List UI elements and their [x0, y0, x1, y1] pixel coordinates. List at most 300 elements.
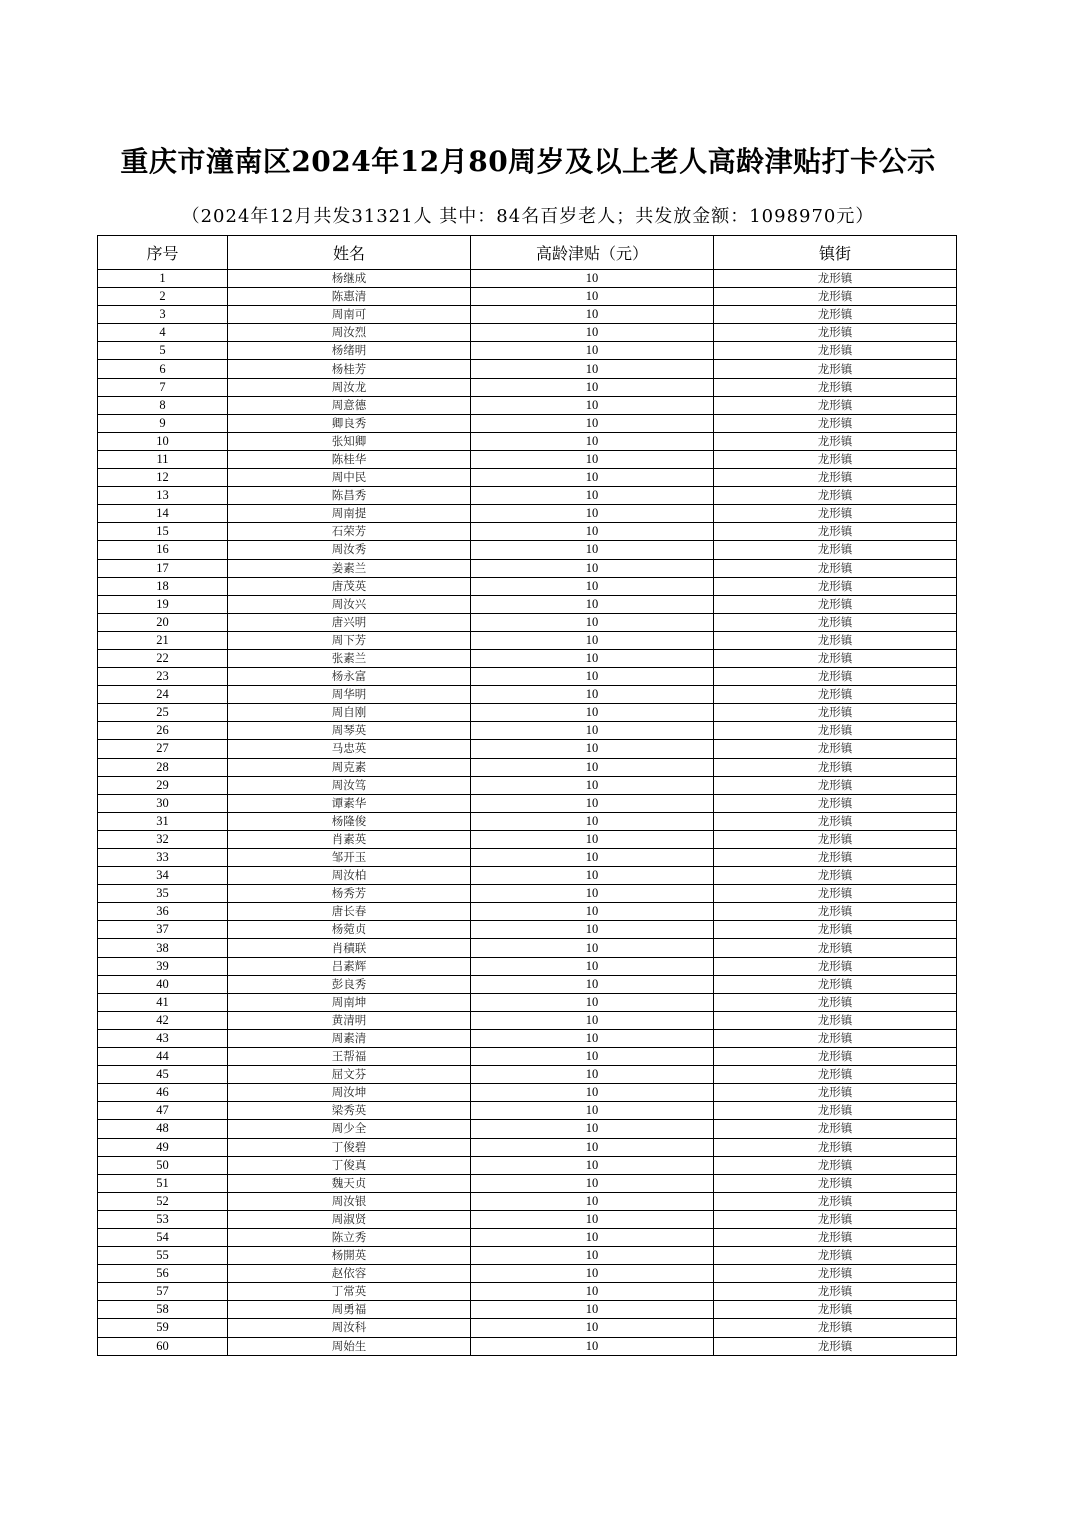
cell-index: 42 — [98, 1011, 228, 1029]
cell-subsidy-amount: 10 — [471, 631, 714, 649]
cell-name: 魏天贞 — [228, 1174, 471, 1192]
cell-name: 周汝兴 — [228, 595, 471, 613]
cell-name: 周汝龙 — [228, 378, 471, 396]
cell-index: 2 — [98, 288, 228, 306]
cell-index: 41 — [98, 993, 228, 1011]
cell-index: 32 — [98, 830, 228, 848]
cell-name: 周中民 — [228, 469, 471, 487]
cell-index: 33 — [98, 849, 228, 867]
cell-name: 吕素辉 — [228, 957, 471, 975]
cell-subsidy-amount: 10 — [471, 1210, 714, 1228]
table-row — [98, 541, 957, 559]
table-row — [98, 1011, 957, 1029]
cell-name: 周意德 — [228, 396, 471, 414]
cell-index: 46 — [98, 1084, 228, 1102]
cell-town: 龙形镇 — [714, 957, 957, 975]
cell-name: 周汝烈 — [228, 324, 471, 342]
table-body — [98, 270, 957, 1356]
cell-town: 龙形镇 — [714, 595, 957, 613]
cell-subsidy-amount: 10 — [471, 921, 714, 939]
cell-index: 13 — [98, 487, 228, 505]
cell-subsidy-amount: 10 — [471, 577, 714, 595]
table-row — [98, 450, 957, 468]
table-row — [98, 523, 957, 541]
cell-subsidy-amount: 10 — [471, 668, 714, 686]
page-title: 重庆市潼南区2024年12月80周岁及以上老人高龄津贴打卡公示 — [120, 145, 936, 178]
cell-index: 21 — [98, 631, 228, 649]
cell-name: 唐兴明 — [228, 613, 471, 631]
cell-subsidy-amount: 10 — [471, 1337, 714, 1355]
cell-subsidy-amount: 10 — [471, 1156, 714, 1174]
cell-index: 57 — [98, 1283, 228, 1301]
cell-subsidy-amount: 10 — [471, 1265, 714, 1283]
cell-index: 58 — [98, 1301, 228, 1319]
table-row — [98, 1192, 957, 1210]
cell-town: 龙形镇 — [714, 324, 957, 342]
column-header-name: 姓名 — [228, 236, 471, 270]
cell-index: 48 — [98, 1120, 228, 1138]
table-row — [98, 1156, 957, 1174]
table-row — [98, 324, 957, 342]
table-row — [98, 1337, 957, 1355]
table-row — [98, 975, 957, 993]
cell-name: 杨開英 — [228, 1247, 471, 1265]
table-row — [98, 957, 957, 975]
cell-subsidy-amount: 10 — [471, 1138, 714, 1156]
cell-name: 周汝笃 — [228, 776, 471, 794]
cell-index: 43 — [98, 1029, 228, 1047]
cell-subsidy-amount: 10 — [471, 649, 714, 667]
cell-town: 龙形镇 — [714, 469, 957, 487]
cell-name: 周汝银 — [228, 1192, 471, 1210]
table-row — [98, 1084, 957, 1102]
table-row — [98, 1283, 957, 1301]
table-row — [98, 432, 957, 450]
cell-index: 28 — [98, 758, 228, 776]
table-row — [98, 270, 957, 288]
cell-town: 龙形镇 — [714, 1337, 957, 1355]
cell-town: 龙形镇 — [714, 1011, 957, 1029]
cell-name: 周自刚 — [228, 704, 471, 722]
table-row — [98, 1120, 957, 1138]
cell-name: 屈文芬 — [228, 1066, 471, 1084]
cell-subsidy-amount: 10 — [471, 722, 714, 740]
cell-name: 杨永富 — [228, 668, 471, 686]
cell-subsidy-amount: 10 — [471, 686, 714, 704]
cell-subsidy-amount: 10 — [471, 1283, 714, 1301]
table-row — [98, 794, 957, 812]
table-row — [98, 921, 957, 939]
cell-index: 31 — [98, 812, 228, 830]
cell-index: 36 — [98, 903, 228, 921]
cell-town: 龙形镇 — [714, 1319, 957, 1337]
cell-index: 9 — [98, 414, 228, 432]
cell-index: 10 — [98, 432, 228, 450]
cell-index: 24 — [98, 686, 228, 704]
column-header-town: 镇街 — [714, 236, 957, 270]
cell-town: 龙形镇 — [714, 396, 957, 414]
cell-name: 梁秀英 — [228, 1102, 471, 1120]
cell-town: 龙形镇 — [714, 939, 957, 957]
cell-subsidy-amount: 10 — [471, 1301, 714, 1319]
cell-town: 龙形镇 — [714, 867, 957, 885]
cell-subsidy-amount: 10 — [471, 794, 714, 812]
cell-subsidy-amount: 10 — [471, 1120, 714, 1138]
cell-town: 龙形镇 — [714, 613, 957, 631]
cell-index: 56 — [98, 1265, 228, 1283]
cell-subsidy-amount: 10 — [471, 939, 714, 957]
cell-town: 龙形镇 — [714, 903, 957, 921]
cell-subsidy-amount: 10 — [471, 1319, 714, 1337]
cell-town: 龙形镇 — [714, 1156, 957, 1174]
cell-subsidy-amount: 10 — [471, 595, 714, 613]
cell-town: 龙形镇 — [714, 432, 957, 450]
cell-subsidy-amount: 10 — [471, 1048, 714, 1066]
cell-index: 18 — [98, 577, 228, 595]
cell-name: 陈惠清 — [228, 288, 471, 306]
cell-index: 35 — [98, 885, 228, 903]
table-row — [98, 1265, 957, 1283]
cell-name: 杨菀贞 — [228, 921, 471, 939]
table-row — [98, 487, 957, 505]
cell-index: 50 — [98, 1156, 228, 1174]
cell-subsidy-amount: 10 — [471, 903, 714, 921]
cell-subsidy-amount: 10 — [471, 378, 714, 396]
cell-town: 龙形镇 — [714, 830, 957, 848]
cell-subsidy-amount: 10 — [471, 396, 714, 414]
cell-name: 周南提 — [228, 505, 471, 523]
cell-index: 37 — [98, 921, 228, 939]
cell-index: 51 — [98, 1174, 228, 1192]
table-row — [98, 1102, 957, 1120]
cell-name: 周克素 — [228, 758, 471, 776]
cell-name: 陈昌秀 — [228, 487, 471, 505]
cell-town: 龙形镇 — [714, 270, 957, 288]
cell-subsidy-amount: 10 — [471, 1174, 714, 1192]
table-row — [98, 1210, 957, 1228]
cell-subsidy-amount: 10 — [471, 740, 714, 758]
table-row — [98, 903, 957, 921]
cell-subsidy-amount: 10 — [471, 1029, 714, 1047]
cell-subsidy-amount: 10 — [471, 450, 714, 468]
cell-subsidy-amount: 10 — [471, 523, 714, 541]
cell-town: 龙形镇 — [714, 668, 957, 686]
cell-index: 27 — [98, 740, 228, 758]
cell-subsidy-amount: 10 — [471, 1066, 714, 1084]
cell-subsidy-amount: 10 — [471, 993, 714, 1011]
cell-index: 55 — [98, 1247, 228, 1265]
cell-name: 丁俊碧 — [228, 1138, 471, 1156]
cell-name: 马忠英 — [228, 740, 471, 758]
cell-name: 彭良秀 — [228, 975, 471, 993]
cell-subsidy-amount: 10 — [471, 270, 714, 288]
cell-town: 龙形镇 — [714, 1247, 957, 1265]
cell-name: 卿良秀 — [228, 414, 471, 432]
cell-town: 龙形镇 — [714, 686, 957, 704]
cell-town: 龙形镇 — [714, 849, 957, 867]
table-row — [98, 1247, 957, 1265]
cell-subsidy-amount: 10 — [471, 812, 714, 830]
cell-name: 周始生 — [228, 1337, 471, 1355]
cell-subsidy-amount: 10 — [471, 975, 714, 993]
cell-name: 周汝秀 — [228, 541, 471, 559]
cell-name: 杨隆俊 — [228, 812, 471, 830]
cell-name: 周勇福 — [228, 1301, 471, 1319]
table-row — [98, 414, 957, 432]
cell-town: 龙形镇 — [714, 993, 957, 1011]
cell-index: 19 — [98, 595, 228, 613]
cell-town: 龙形镇 — [714, 812, 957, 830]
table-row — [98, 1174, 957, 1192]
table-row — [98, 885, 957, 903]
cell-index: 6 — [98, 360, 228, 378]
cell-name: 邹开玉 — [228, 849, 471, 867]
cell-town: 龙形镇 — [714, 1102, 957, 1120]
cell-subsidy-amount: 10 — [471, 849, 714, 867]
cell-index: 23 — [98, 668, 228, 686]
cell-index: 25 — [98, 704, 228, 722]
table-row — [98, 740, 957, 758]
cell-subsidy-amount: 10 — [471, 541, 714, 559]
cell-name: 张知卿 — [228, 432, 471, 450]
cell-name: 周少全 — [228, 1120, 471, 1138]
cell-town: 龙形镇 — [714, 1301, 957, 1319]
cell-index: 7 — [98, 378, 228, 396]
cell-town: 龙形镇 — [714, 1048, 957, 1066]
cell-subsidy-amount: 10 — [471, 867, 714, 885]
table-row — [98, 288, 957, 306]
cell-town: 龙形镇 — [714, 631, 957, 649]
cell-town: 龙形镇 — [714, 758, 957, 776]
cell-subsidy-amount: 10 — [471, 1247, 714, 1265]
cell-name: 周汝坤 — [228, 1084, 471, 1102]
cell-subsidy-amount: 10 — [471, 414, 714, 432]
cell-name: 王帮福 — [228, 1048, 471, 1066]
cell-name: 周华明 — [228, 686, 471, 704]
cell-town: 龙形镇 — [714, 704, 957, 722]
cell-name: 杨桂芳 — [228, 360, 471, 378]
cell-index: 12 — [98, 469, 228, 487]
cell-name: 黄清明 — [228, 1011, 471, 1029]
cell-town: 龙形镇 — [714, 1138, 957, 1156]
table-row — [98, 704, 957, 722]
subsidy-table — [97, 235, 957, 1356]
cell-name: 石荣芳 — [228, 523, 471, 541]
table-row — [98, 830, 957, 848]
table-row — [98, 867, 957, 885]
cell-name: 肖素英 — [228, 830, 471, 848]
cell-subsidy-amount: 10 — [471, 559, 714, 577]
cell-name: 周素清 — [228, 1029, 471, 1047]
cell-subsidy-amount: 10 — [471, 306, 714, 324]
cell-name: 杨秀芳 — [228, 885, 471, 903]
cell-name: 周南坤 — [228, 993, 471, 1011]
cell-index: 4 — [98, 324, 228, 342]
table-row — [98, 776, 957, 794]
cell-name: 杨继成 — [228, 270, 471, 288]
cell-town: 龙形镇 — [714, 740, 957, 758]
cell-index: 59 — [98, 1319, 228, 1337]
cell-subsidy-amount: 10 — [471, 1102, 714, 1120]
cell-index: 1 — [98, 270, 228, 288]
cell-town: 龙形镇 — [714, 921, 957, 939]
cell-index: 22 — [98, 649, 228, 667]
cell-name: 周琴英 — [228, 722, 471, 740]
cell-subsidy-amount: 10 — [471, 432, 714, 450]
cell-index: 52 — [98, 1192, 228, 1210]
cell-town: 龙形镇 — [714, 1283, 957, 1301]
cell-town: 龙形镇 — [714, 1265, 957, 1283]
cell-name: 陈桂华 — [228, 450, 471, 468]
cell-town: 龙形镇 — [714, 649, 957, 667]
cell-town: 龙形镇 — [714, 975, 957, 993]
table-row — [98, 360, 957, 378]
cell-subsidy-amount: 10 — [471, 342, 714, 360]
cell-index: 29 — [98, 776, 228, 794]
cell-index: 30 — [98, 794, 228, 812]
cell-index: 3 — [98, 306, 228, 324]
cell-index: 53 — [98, 1210, 228, 1228]
table-row — [98, 1319, 957, 1337]
cell-index: 16 — [98, 541, 228, 559]
cell-subsidy-amount: 10 — [471, 885, 714, 903]
cell-name: 谭素华 — [228, 794, 471, 812]
cell-town: 龙形镇 — [714, 523, 957, 541]
table-row — [98, 342, 957, 360]
cell-name: 肖積联 — [228, 939, 471, 957]
cell-index: 38 — [98, 939, 228, 957]
cell-town: 龙形镇 — [714, 505, 957, 523]
cell-name: 周汝科 — [228, 1319, 471, 1337]
cell-index: 40 — [98, 975, 228, 993]
cell-town: 龙形镇 — [714, 306, 957, 324]
column-header-subsidy: 高龄津贴（元） — [471, 236, 714, 270]
table-row — [98, 378, 957, 396]
table-row — [98, 1228, 957, 1246]
cell-town: 龙形镇 — [714, 577, 957, 595]
cell-name: 姜素兰 — [228, 559, 471, 577]
table-row — [98, 577, 957, 595]
cell-town: 龙形镇 — [714, 450, 957, 468]
cell-town: 龙形镇 — [714, 1228, 957, 1246]
cell-town: 龙形镇 — [714, 885, 957, 903]
cell-town: 龙形镇 — [714, 414, 957, 432]
cell-town: 龙形镇 — [714, 1174, 957, 1192]
table-row — [98, 559, 957, 577]
table-row — [98, 1301, 957, 1319]
cell-town: 龙形镇 — [714, 1066, 957, 1084]
cell-index: 60 — [98, 1337, 228, 1355]
table-row — [98, 812, 957, 830]
cell-index: 44 — [98, 1048, 228, 1066]
table-row — [98, 668, 957, 686]
table-row — [98, 1066, 957, 1084]
cell-index: 5 — [98, 342, 228, 360]
table-row — [98, 849, 957, 867]
cell-subsidy-amount: 10 — [471, 360, 714, 378]
cell-name: 赵依容 — [228, 1265, 471, 1283]
cell-name: 周南可 — [228, 306, 471, 324]
table-header — [98, 236, 957, 270]
cell-name: 丁常英 — [228, 1283, 471, 1301]
cell-index: 15 — [98, 523, 228, 541]
cell-subsidy-amount: 10 — [471, 1228, 714, 1246]
cell-town: 龙形镇 — [714, 378, 957, 396]
cell-subsidy-amount: 10 — [471, 1192, 714, 1210]
cell-town: 龙形镇 — [714, 541, 957, 559]
cell-name: 周汝柏 — [228, 867, 471, 885]
cell-town: 龙形镇 — [714, 487, 957, 505]
cell-index: 17 — [98, 559, 228, 577]
cell-name: 张素兰 — [228, 649, 471, 667]
table-row — [98, 306, 957, 324]
cell-index: 45 — [98, 1066, 228, 1084]
cell-name: 丁俊真 — [228, 1156, 471, 1174]
cell-town: 龙形镇 — [714, 1192, 957, 1210]
table-row — [98, 1029, 957, 1047]
cell-name: 杨绪明 — [228, 342, 471, 360]
table-row — [98, 686, 957, 704]
cell-subsidy-amount: 10 — [471, 505, 714, 523]
cell-subsidy-amount: 10 — [471, 830, 714, 848]
column-header-index: 序号 — [98, 236, 228, 270]
cell-name: 周下芳 — [228, 631, 471, 649]
cell-index: 49 — [98, 1138, 228, 1156]
cell-town: 龙形镇 — [714, 342, 957, 360]
table-row — [98, 1048, 957, 1066]
table-row — [98, 469, 957, 487]
table-row — [98, 939, 957, 957]
page-subtitle: （2024年12月共发31321人 其中：84名百岁老人；共发放金额：1098970元） — [181, 206, 875, 227]
cell-subsidy-amount: 10 — [471, 324, 714, 342]
cell-subsidy-amount: 10 — [471, 1011, 714, 1029]
table-row — [98, 1138, 957, 1156]
cell-town: 龙形镇 — [714, 1084, 957, 1102]
cell-index: 34 — [98, 867, 228, 885]
table-row — [98, 758, 957, 776]
cell-name: 陈立秀 — [228, 1228, 471, 1246]
table-row — [98, 613, 957, 631]
cell-subsidy-amount: 10 — [471, 487, 714, 505]
cell-town: 龙形镇 — [714, 559, 957, 577]
cell-subsidy-amount: 10 — [471, 288, 714, 306]
cell-town: 龙形镇 — [714, 1210, 957, 1228]
table-row — [98, 505, 957, 523]
cell-index: 11 — [98, 450, 228, 468]
cell-town: 龙形镇 — [714, 288, 957, 306]
cell-index: 8 — [98, 396, 228, 414]
cell-town: 龙形镇 — [714, 794, 957, 812]
table-row — [98, 722, 957, 740]
table-row — [98, 396, 957, 414]
cell-index: 39 — [98, 957, 228, 975]
table-row — [98, 595, 957, 613]
cell-subsidy-amount: 10 — [471, 1084, 714, 1102]
table-row — [98, 631, 957, 649]
header-row — [98, 236, 957, 270]
cell-index: 54 — [98, 1228, 228, 1246]
cell-town: 龙形镇 — [714, 1029, 957, 1047]
cell-index: 14 — [98, 505, 228, 523]
cell-subsidy-amount: 10 — [471, 776, 714, 794]
cell-index: 47 — [98, 1102, 228, 1120]
cell-subsidy-amount: 10 — [471, 469, 714, 487]
cell-town: 龙形镇 — [714, 776, 957, 794]
cell-name: 唐长春 — [228, 903, 471, 921]
cell-name: 唐茂英 — [228, 577, 471, 595]
cell-index: 26 — [98, 722, 228, 740]
cell-town: 龙形镇 — [714, 722, 957, 740]
